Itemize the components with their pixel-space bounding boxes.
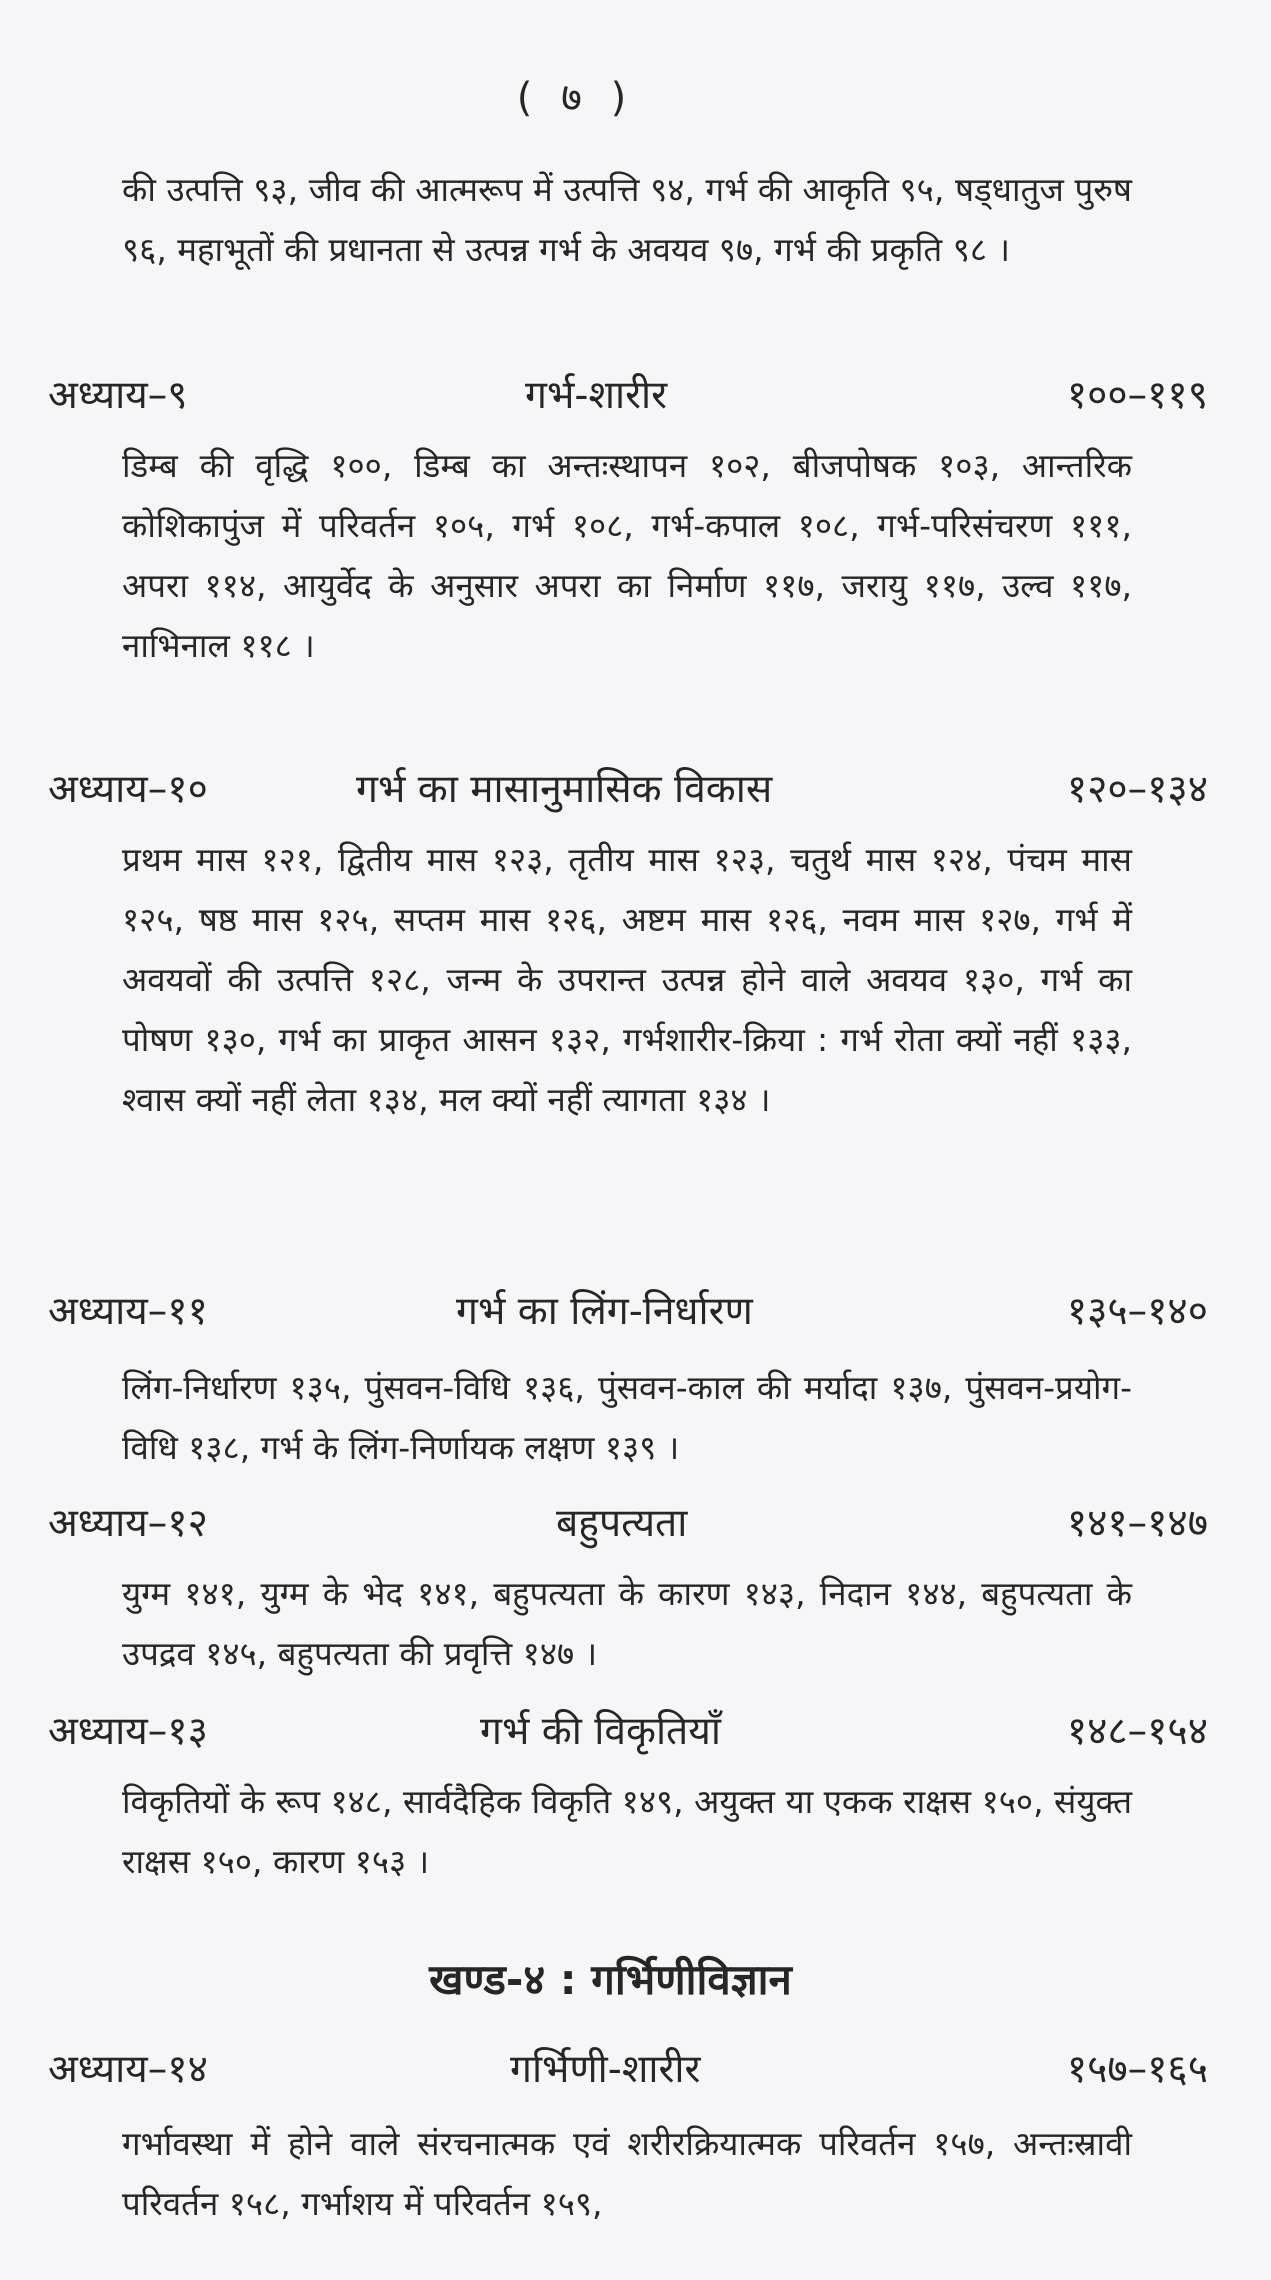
chapter-title: बहुपत्यता <box>556 1501 688 1546</box>
chapter-pages: १४८–१५४ <box>1066 1709 1208 1754</box>
chapter-contents: गर्भावस्था में होने वाले संरचनात्मक एवं शरीरक्रियात्मक परिवर्तन १५७, अन्तःस्रावी परिवर्तन १५८, गर्भाशय में परिवर्तन १५९, <box>122 2124 1132 2223</box>
chapter-title: गर्भ का लिंग-निर्धारण <box>456 1289 753 1334</box>
chapter-title: गर्भ की विकृतियाँ <box>480 1709 722 1754</box>
chapter-pages: १४१–१४७ <box>1066 1501 1208 1546</box>
chapter-heading <box>48 2040 1208 2100</box>
section-heading: खण्ड-४ : गर्भिणीविज्ञान <box>429 1955 792 2004</box>
chapter-heading <box>48 1702 1208 1762</box>
chapter-contents: युग्म १४१, युग्म के भेद १४१, बहुपत्यता के कारण १४३, निदान १४४, बहुपत्यता के उपद्रव १४५, बहुपत्यता की प्रवृत्ति १४७ । <box>122 1574 1132 1673</box>
chapter-pages: १२०–१३४ <box>1066 767 1208 812</box>
chapter-contents: डिम्ब की वृद्धि १००, डिम्ब का अन्तःस्थापन १०२, बीजपोषक १०३, आन्तरिक कोशिकापुंज में परिवर्तन १०५, गर्भ १०८, गर्भ-कपाल १०८, गर्भ-परिसंचरण १११, अपरा ११४, आयुर्वेद के अनुसार अपरा का निर्माण ११७, जरायु ११७, उल्व ११७, नाभिनाल ११८ । <box>122 446 1132 665</box>
chapter-heading <box>48 366 1208 426</box>
chapter-number: अध्याय–११ <box>48 1289 208 1334</box>
page-number: ( ७ ) <box>516 75 635 121</box>
chapter-contents: विकृतियों के रूप १४८, सार्वदैहिक विकृति १४९, अयुक्त या एकक राक्षस १५०, संयुक्त राक्षस १५०, कारण १५३ । <box>122 1782 1132 1881</box>
chapter-pages: १५७–१६५ <box>1066 2047 1208 2092</box>
chapter-number: अध्याय–१२ <box>48 1501 208 1546</box>
chapter-title: गर्भ का मासानुमासिक विकास <box>356 767 773 812</box>
chapter-heading <box>48 760 1208 820</box>
chapter-number: अध्याय–१४ <box>48 2047 208 2092</box>
chapter-title: गर्भिणी-शारीर <box>510 2047 701 2092</box>
chapter-heading <box>48 1282 1208 1342</box>
chapter-contents: प्रथम मास १२१, द्वितीय मास १२३, तृतीय मास १२३, चतुर्थ मास १२४, पंचम मास १२५, षष्ठ मास १२५, सप्तम मास १२६, अष्टम मास १२६, नवम मास १२७, गर्भ में अवयवों की उत्पत्ति १२८, जन्म के उपरान्त उत्पन्न होने वाले अवयव १३०, गर्भ का पोषण १३०, गर्भ का प्राकृत आसन १३२, गर्भशारीर-क्रिया : गर्भ रोता क्यों नहीं १३३, श्वास क्यों नहीं लेता १३४, मल क्यों नहीं त्यागता १३४ । <box>122 840 1132 1119</box>
chapter-number: अध्याय–१० <box>48 767 208 812</box>
chapter-pages: १३५–१४० <box>1066 1289 1208 1334</box>
chapter-contents: लिंग-निर्धारण १३५, पुंसवन-विधि १३६, पुंसवन-काल की मर्यादा १३७, पुंसवन-प्रयोग-विधि १३८, गर्भ के लिंग-निर्णायक लक्षण १३९ । <box>122 1368 1132 1467</box>
chapter-title: गर्भ-शारीर <box>525 373 668 418</box>
chapter-heading <box>48 1494 1208 1554</box>
intro-paragraph: की उत्पत्ति ९३, जीव की आत्मरूप में उत्पत्ति ९४, गर्भ की आकृति ९५, षड्धातुज पुरुष ९६, महाभूतों की प्रधानता से उत्पन्न गर्भ के अवयव ९७, गर्भ की प्रकृति ९८ । <box>122 170 1132 269</box>
chapter-pages: १००–११९ <box>1066 373 1208 418</box>
chapter-number: अध्याय–१३ <box>48 1709 208 1754</box>
chapter-number: अध्याय–९ <box>48 373 188 418</box>
